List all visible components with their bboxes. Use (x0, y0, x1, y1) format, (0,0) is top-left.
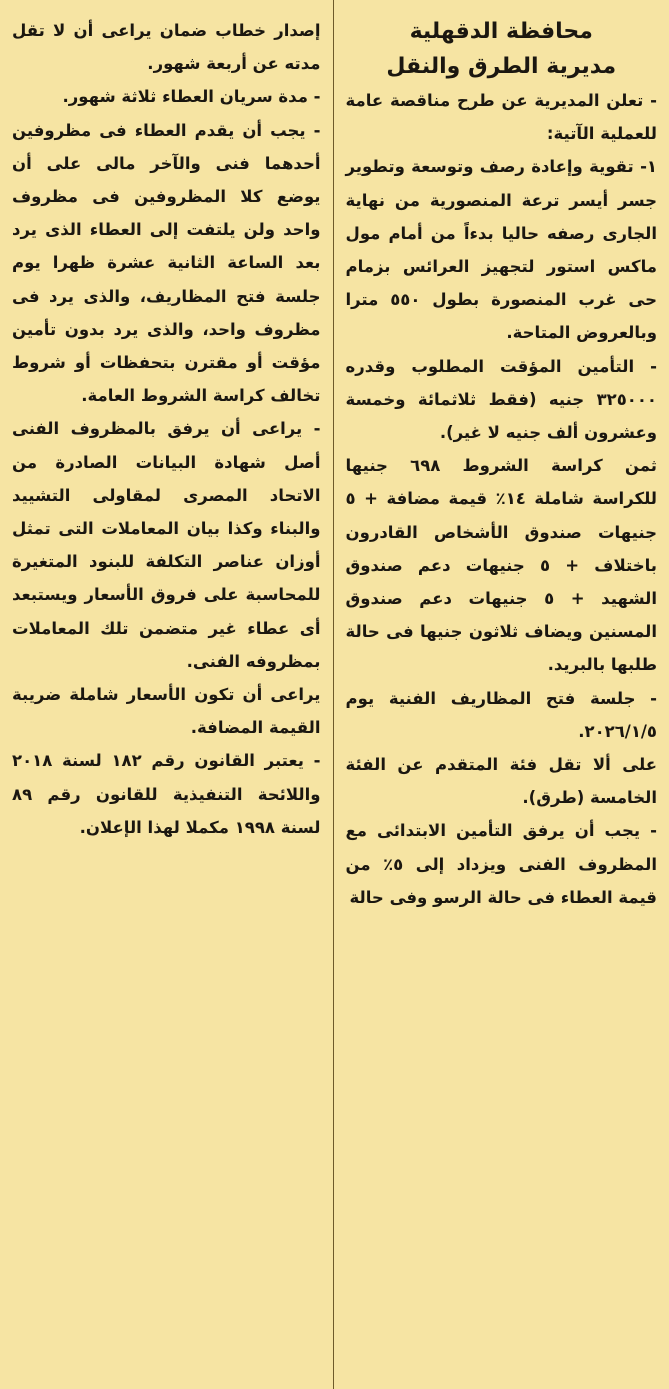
governorate-heading: محافظة الدقهلية (409, 19, 593, 44)
opening-session-paragraph: - جلسة فتح المظاريف الفنية يوم ٢٠٢٦/١/٥. (345, 688, 657, 741)
envelopes-paragraph: - يجب أن يقدم العطاء فى مظروفين أحدهما فنى والآخر مالى على أن يوضع كلا المظروفين فى مظروف واحد ولن يلتفت إلى العطاء الذى يرد بعد الساعة الثانية عشرة ظهرا يوم جلسة فتح المظاريف، والذى يرد فى مظروف واحد، والذى يرد بدون تأمين مؤقت أو مقترن بتحفظات أو شروط تخالف كراسة الشروط العامة. (12, 120, 321, 406)
vat-paragraph: يراعى أن تكون الأسعار شاملة ضريبة القيمة المضافة. (12, 685, 321, 738)
guarantee-letter-paragraph: إصدار خطاب ضمان يراعى أن لا تقل مدته عن أربعة شهور. (12, 21, 321, 74)
column-divider (333, 0, 334, 1389)
category-paragraph: على ألا تقل فئة المتقدم عن الفئة الخامسة (طرق). (345, 755, 657, 808)
announcement-paragraph: - تعلن المديرية عن طرح مناقصة عامة للعملية الآتية: (345, 91, 657, 144)
bid-validity-paragraph: - مدة سريان العطاء ثلاثة شهور. (62, 87, 321, 107)
initial-insurance-paragraph: - يجب أن يرفق التأمين الابتدائى مع المظروف الفنى ويزداد إلى ٥٪ من قيمة العطاء فى حالة الرسو وفى حالة (345, 821, 657, 907)
left-column (0, 0, 333, 1389)
law-paragraph: - يعتبر القانون رقم ١٨٢ لسنة ٢٠١٨ واللائحة التنفيذية للقانون رقم ٨٩ لسنة ١٩٩٨ مكملا لهذا الإعلان. (12, 751, 321, 837)
right-column (334, 0, 669, 1389)
directorate-heading: مديرية الطرق والنقل (386, 54, 617, 79)
certificate-paragraph: - يراعى أن يرفق بالمظروف الفنى أصل شهادة البيانات الصادرة من الاتحاد المصرى لمقاولى التشييد والبناء وكذا بيان المعاملات التى تمثل أوزان عناصر التكلفة للبنود المتغيرة للمحاسبة على فروق الأسعار ويستبعد أى عطاء غير متضمن تلك المعاملات بمظروفه الفنى. (12, 419, 321, 671)
booklet-price-paragraph: ثمن كراسة الشروط ٦٩٨ جنيها للكراسة شاملة ١٤٪ قيمة مضافة + ٥ جنيهات صندوق الأشخاص القادرون باختلاف + ٥ جنيهات دعم صندوق الشهيد + ٥ جنيهات دعم صندوق المسنين ويضاف ثلاثون جنيها فى حالة طلبها بالبريد. (345, 456, 658, 675)
insurance-paragraph: - التأمين المؤقت المطلوب وقدره ٣٢٥٠٠٠ جنيه (فقط ثلاثمائة وخمسة وعشرون ألف جنيه لا غير). (345, 356, 657, 443)
project-description-paragraph: ١- تقوية وإعادة رصف وتوسعة وتطوير جسر أيسر ترعة المنصورية من نهاية الجارى رصفه حاليا بدءاً من أمام مول ماكس استور لتجهيز العرائس بزمام حى غرب المنصورة بطول ٥٥٠ مترا وبالعروض المتاحة. (345, 157, 657, 343)
